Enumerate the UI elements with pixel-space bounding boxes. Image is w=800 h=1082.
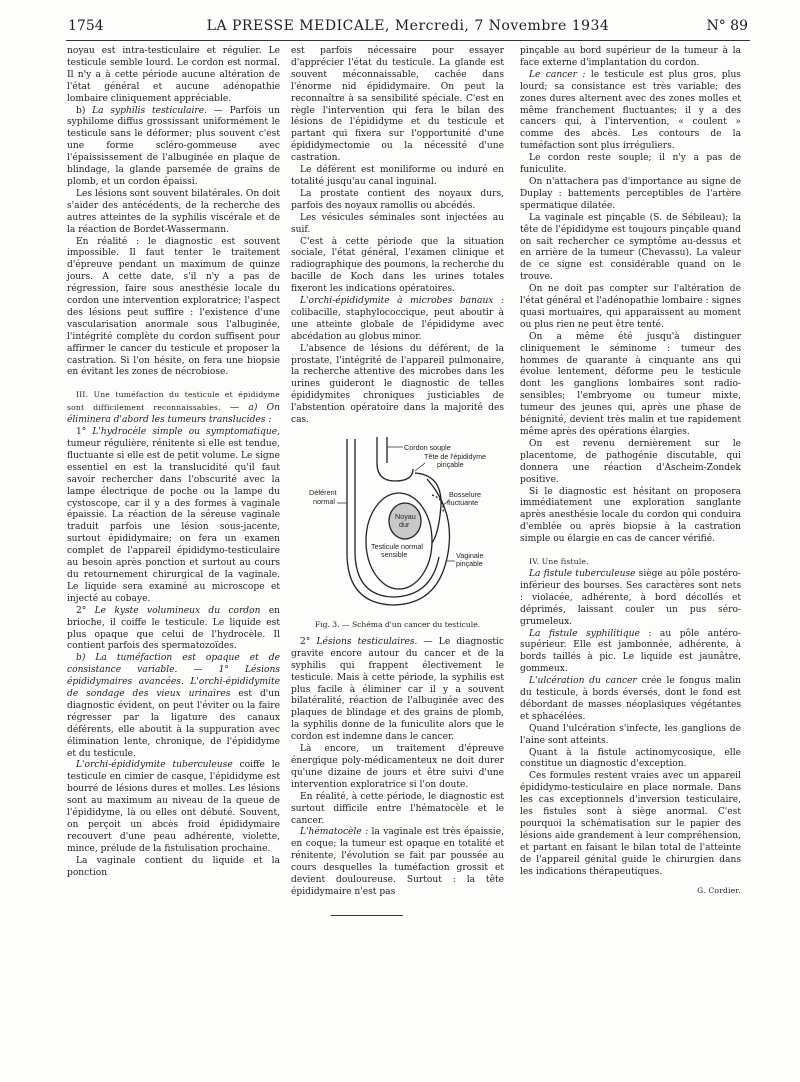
paragraph: Les lésions sont souvent bilatérales. On doit s'aider des antécédents, de la recherche des autres atteintes de la syphilis viscérale et de la réaction de Bordet-Wassermann. (67, 188, 280, 235)
paragraph: Ces formules restent vraies avec un appareil épididymo-testiculaire en place normale. Dans les cas exceptionnels d'inversion testiculaire, les fistules sont à siège anormal. C'est pourquoi la schématisation sur le papier des lésions aide grandement à leur compréhension, et partant en faisant le bilan total de l'atteinte de l'appareil génital guide le chirurgien dans les indications thérapeutiques. (520, 771, 741, 877)
paragraph: La fistule syphilitique : au pôle antéro-supérieur. Elle est jambonnée, adhérente, à bords taillés à pic. Le liquide est jaunâtre, gommeux. (520, 628, 742, 675)
label-noyau-2: dur (399, 520, 410, 529)
paragraph: b) La tuméfaction est opaque et de consistance variable. — 1° Lésions épididymaires avancées. L'orchi-épididymite de sondage des vieux urinaires est d'un diagnostic évident, on peut l'éviter ou la faire régresser par la ligature des canaux déférents, elle aboutit à la suppuration avec élimination lente, chronique, de l'épididyme et du testicule. (67, 653, 280, 759)
label-tete-2: pinçable (437, 460, 464, 469)
paragraph: On ne doit pas compter sur l'altération de l'état général et l'adénopathie lombaire : signes quasi mortuaires, qui apparaissent au moment ou plus rien ne peut être tenté. (520, 284, 741, 330)
figure-3 (291, 433, 504, 617)
paragraph: pinçable au bord supérieur de la tumeur à la face externe d'implantation du cordon. (520, 46, 741, 68)
journal-title: LA PRESSE MEDICALE, Mercredi, 7 Novembre 1934 (206, 18, 610, 34)
paragraph: noyau est intra-testiculaire et régulier. Le testicule semble lourd. Le cordon est normal. Il n'y a à cette période aucune altération de l'état général et aucune adénopathie lombaire cliniquement appréciable. (67, 46, 280, 104)
paragraph: Les vésicules séminales sont injectées au suif. (291, 212, 504, 235)
column-3 (520, 46, 741, 897)
label-bosselure-2: fluctuante (447, 498, 479, 507)
paragraph: Le déférent est moniliforme ou induré en totalité jusqu'au canal inguinal. (291, 165, 504, 187)
paragraph: 2° Lésions testiculaires. — Le diagnostic gravite encore autour du cancer et de la syphilis qui frappent électivement le testicule. Mais à cette période, la syphilis est plus facile à éliminer car il y a souvent bilatéralité, réaction de l'albuginée avec des plaques de blindage et des grains de plomb, la syphilis donne de la funiculite alors que le cordon est indemne dans le cancer. (291, 636, 504, 743)
issue-number: N° 89 (706, 18, 748, 34)
page-header (68, 18, 748, 38)
paragraph: La prostate contient des noyaux durs, parfois des noyaux ramollis ou abcédés. (291, 188, 504, 211)
paragraph: Là encore, un traitement d'épreuve énergique poly-médicamenteux ne doit durer qu'une dizaine de jours et être suivi d'une intervention exploratrice si l'on doute. (291, 744, 504, 790)
paragraph: b) La syphilis testiculaire. — Parfois un syphilome diffus grossissant uniformément le testicule sans le déformer; plus souvent c'est une forme scléro-gommeuse avec l'épaississement de l'albuginée en plaque de blindage, la glande parsemée de grains de plomb, et un cordon épaissi. (67, 105, 280, 187)
author-signature: G. Cordier. (697, 885, 741, 895)
paragraph: Quand l'ulcération s'infecte, les ganglions de l'aine sont atteints. (520, 723, 741, 746)
label-testicule: Testicule normal (371, 542, 423, 551)
paragraph: est parfois nécessaire pour essayer d'apprécier l'état du testicule. La glande est souvent méconnaissable, cachée dans l'énorme nid épididymaire. On peut la reconnaître à sa sensibilité spéciale. C'est en règle l'intervention qui fera le bilan des lésions de l'épididyme et du testicule et partant qui fixera sur l'opportunité d'une épididymectomie ou la nécessité d'une castration. (291, 46, 504, 164)
label-tete: Tête de l'épididyme (424, 452, 487, 461)
paragraph: L'ulcération du cancer crée le fongus malin du testicule, à bords éversés, dont le fond est débordant de masses néoplasiques végétantes et sphacélées. (520, 676, 741, 722)
paragraph: 1° L'hydrocèle simple ou symptomatique, tumeur régulière, rénitente si elle est tendue, fluctuante si elle est de petit volume. Le signe essentiel en est la translucidité qu'il faut savoir rechercher dans l'obscurité avec la lampe électrique de poche ou la lampe du cystoscope, car il y a des formes à vaginale épaissie. La réaction de la séreuse vaginale traduit parfois une lésion sous-jacente, surtout épididymaire; on fera un examen complet de l'appareil épididymo-testiculaire au besoin après ponction et surtout au cours du retournement chirurgical de la vaginale. Le liquide sera examiné au microscope et injecté au cobaye. (67, 427, 280, 604)
paragraph: C'est à cette période que la situation sociale, l'état général, l'examen clinique et radiographique des poumons, la recherche du bacille de Koch dans les urines totales fixeront les indications opératoires. (291, 236, 504, 295)
label-noyau: Noyau (395, 512, 416, 521)
section-heading: IV. Une fistule. (529, 557, 589, 567)
paragraph: La fistule tuberculeuse siège au pôle postéro-inférieur des bourses. Ses caractères sont nets : violacée, adhérente, à bord décollés et déprimés, laissant couler un pus séro-grumeleux. (520, 568, 742, 627)
end-rule (331, 915, 403, 916)
label-deferent: Déférent (309, 488, 337, 497)
paragraph: On est revenu dernièrement sur le placentome, de pathogénie discutable, qui donnera une réaction d'Ascheim-Zondek positive. (520, 438, 741, 485)
header-rule (66, 40, 750, 41)
paragraph: Si le diagnostic est hésitant on proposera immédiatement une exploration sanglante après anesthésie locale du cordon qui conduira d'emblée ou après biopsie à la castration simple ou élargie en cas de cancer vérifié. (520, 486, 741, 545)
paragraph: La vaginale est pinçable (S. de Sébileau); la tête de l'épididyme est toujours pinçable quand on sait rechercher ce symptôme au-dessus et en arrière de la tumeur (Chevassu). La valeur de ce signe est considérable quand on le trouve. (520, 212, 741, 283)
paragraph: Le cancer : le testicule est plus gros, plus lourd; sa consistance est très variable; des zones dures alternent avec des zones molles et même franchement fluctuantes; il y a des cancers qui, à l'intervention, « coulent » comme des abcès. Les contours de la tuméfaction sont plus irréguliers. (520, 69, 741, 152)
epididymis (415, 473, 441, 543)
column-2 (291, 46, 504, 899)
figure-caption: Fig. 3. — Schéma d'un cancer du testicule. (314, 620, 481, 629)
paragraph: L'hématocèle : la vaginale est très épaissie, en coque; la tumeur est opaque en totalité et rénitente, l'évolution se fait par poussée au cours desquelles la tuméfaction grossit et devient douloureuse. Surtout : la tête épididymaire n'est pas (291, 827, 504, 897)
paragraph: 2° Le kyste volumineux du cordon en brioche, il coiffe le testicule. Le liquide est plus opaque que celui de l'hydrocèle. Il contient parfois des spermatozoïdes. (67, 605, 280, 652)
paragraph: Le cordon reste souple; il n'y a pas de funiculite. (520, 153, 741, 176)
label-vaginale-2: pinçable (456, 559, 483, 568)
paragraph: L'absence de lésions du déférent, de la prostate, l'intégrité de l'appareil pulmonaire, la recherche attentive des microbes dans les urines guideront le diagnostic de telles épididymites chroniques justiciables de l'abstention opératoire dans la majorité des cas. (291, 343, 504, 426)
paragraph: On a même été jusqu'à distinguer cliniquement le séminome : tumeur des hommes de quarante à cinquante ans qui évolue lentement, déforme peu le testicule dont les ganglions lombaires sont radio-sensibles; l'embryome ou tumeur mixte, tumeur des jeunes qui, après une phase de bénignité, devient très malin et tue rapidement même après des opérations élargies. (520, 331, 741, 437)
paragraph: La vaginale contient du liquide et la ponction (67, 855, 280, 878)
label-cordon: Cordon souple (404, 443, 451, 452)
paragraph: En réalité : le diagnostic est souvent impossible. Il faut tenter le traitement d'épreuve pendant un maximum de quinze jours. A cette date, s'il n'y a pas de régression, faire sous anesthésie locale du cordon une intervention exploratrice; l'aspect des lésions peut suffire : l'existence d'une vascularisation anormale sous l'albuginée, l'intégrité complète du cordon suffisent pour affirmer le cancer du testicule et proposer la castration. Si l'on hésite, on fera une biopsie en évitant les zones de nécrobiose. (67, 236, 280, 378)
label-vaginale: Vaginale (456, 551, 484, 560)
paragraph: L'orchi-épididymite tuberculeuse coiffe le testicule en cimier de casque, l'épididyme est bourré de lésions dures et molles. Les lésions sont au maximum au niveau de la queue de l'épididyme, là ou elles ont débuté. Souvent, on perçoit un abcès froid épididymaire recouvert d'une peau adhérente, violette, mince, prélude de la fistulisation prochaine. (67, 760, 281, 854)
label-bosselure: Bosselure (449, 490, 481, 499)
label-deferent-2: normal (313, 497, 335, 506)
paragraph: Quant à la fistule actinomycosique, elle constitue un diagnostic d'exception. (520, 747, 741, 770)
testicle-diagram (307, 433, 497, 617)
paragraph: On n'attachera pas d'importance au signe de Duplay : battements perceptibles de l'artère spermatique dilatée. (520, 176, 741, 211)
column-1 (67, 46, 280, 880)
section-heading: III. Une tuméfaction du testicule et épididyme sont difficilement reconnaissables. — a) On éliminera d'abord les tumeurs translucides : (67, 390, 280, 426)
page-number: 1754 (68, 18, 104, 34)
paragraph: L'orchi-épididymite à microbes banaux : colibacille, staphylococcique, peut aboutir à une atteinte globale de l'épididyme avec abcédation au globus minor. (291, 296, 504, 342)
paragraph: En réalité, à cette période, le diagnostic est surtout difficile entre l'hématocèle et le cancer. (291, 791, 504, 826)
label-testicule-2: sensible (381, 550, 408, 559)
